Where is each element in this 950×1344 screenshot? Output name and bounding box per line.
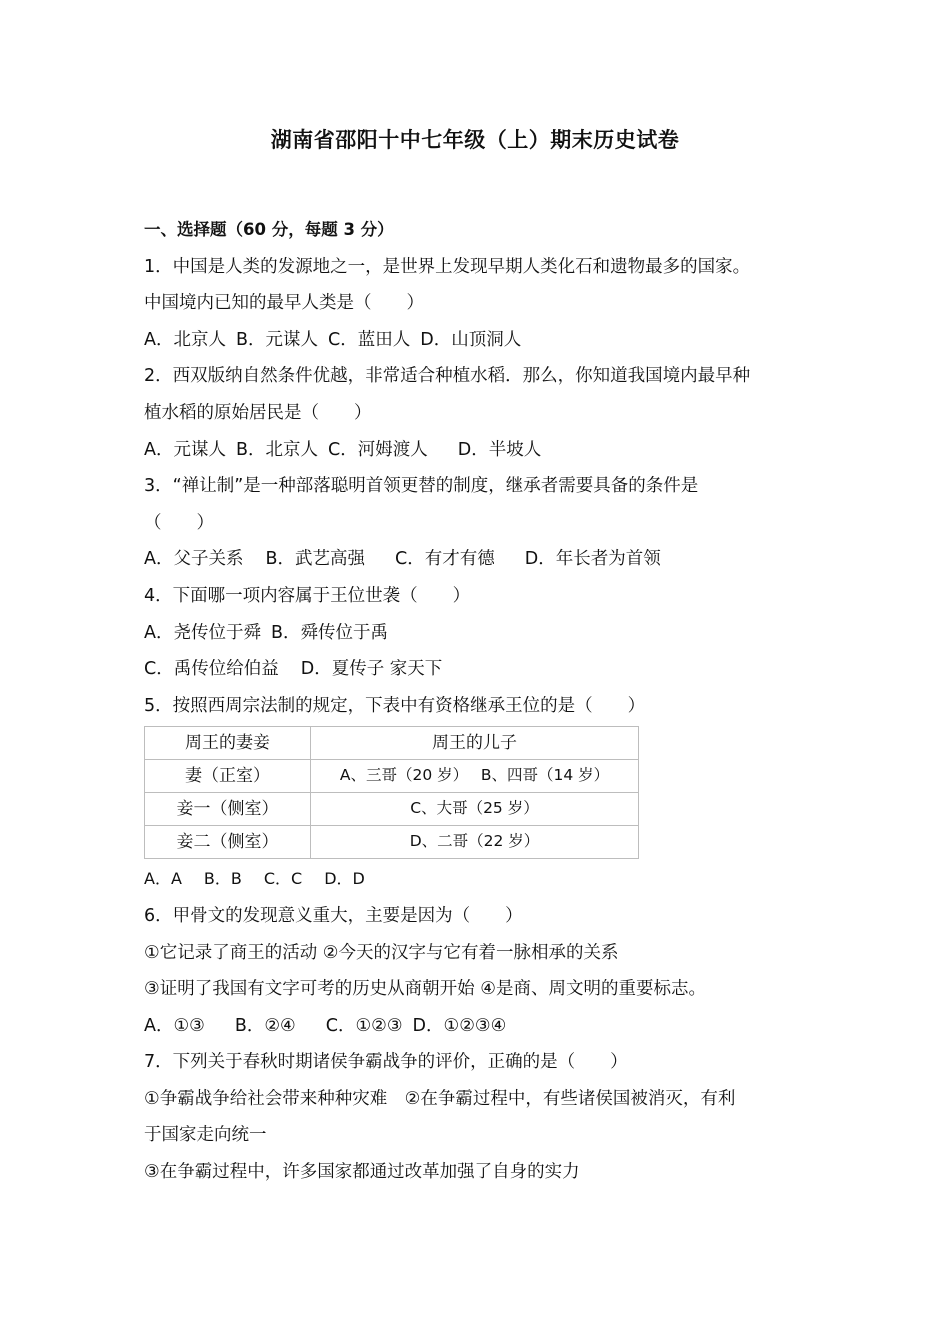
- question-5-options: [144, 861, 814, 898]
- table-cell: A、三哥（20 岁） B、四哥（14 岁）: [311, 760, 639, 793]
- option-b: B．武艺高强: [265, 549, 365, 570]
- question-1-stem-line-2: 中国境内已知的最早人类是（ ）: [144, 293, 424, 314]
- option-c: C．①②③: [325, 1015, 403, 1036]
- table-cell: D、二哥（22 岁）: [311, 826, 639, 859]
- question-1-stem-line-1: 1．中国是人类的发源地之一，是世界上发现早期人类化石和遗物最多的国家。: [144, 256, 751, 277]
- option-d: D．D: [324, 869, 365, 889]
- question-7-statement-line-1: ①争霸战争给社会带来种种灾难 ②在争霸过程中，有些诸侯国被消灭，有利: [144, 1088, 736, 1109]
- option-c: C．有才有德: [395, 549, 495, 570]
- succession-table: [144, 726, 639, 859]
- question-4-stem: 4．下面哪一项内容属于王位世袭（ ）: [144, 585, 471, 606]
- table-header-row: [145, 727, 639, 760]
- option-a: A．①③: [144, 1015, 205, 1036]
- question-2: [144, 358, 814, 468]
- option-d: D．山顶洞人: [420, 329, 522, 350]
- option-a: A．尧传位于舜: [144, 622, 261, 643]
- question-6-statement-line-2: ③证明了我国有文字可考的历史从商朝开始 ④是商、周文明的重要标志。: [144, 979, 706, 1000]
- question-7: [144, 1044, 814, 1190]
- question-7-statement-line-2: 于国家走向统一: [144, 1125, 267, 1146]
- table-cell: C、大哥（25 岁）: [311, 793, 639, 826]
- option-d: D．①②③④: [412, 1015, 507, 1036]
- table-header-cell: 周王的妻妾: [145, 727, 311, 760]
- option-c: C．蓝田人: [328, 329, 411, 350]
- table-row: [145, 760, 639, 793]
- option-b: B．舜传位于禹: [270, 622, 388, 643]
- option-b: B．②④: [234, 1015, 296, 1036]
- option-b: B．B: [203, 869, 242, 889]
- question-7-stem: 7．下列关于春秋时期诸侯争霸战争的评价，正确的是（ ）: [144, 1052, 628, 1073]
- option-d: D．半坡人: [457, 439, 542, 460]
- table-cell: 妾一（侧室）: [145, 793, 311, 826]
- question-6-stem: 6．甲骨文的发现意义重大，主要是因为（ ）: [144, 905, 523, 926]
- question-7-statement-line-3: ③在争霸过程中，许多国家都通过改革加强了自身的实力: [144, 1162, 580, 1183]
- question-2-stem-line-2: 植水稻的原始居民是（ ）: [144, 402, 372, 423]
- table-cell: 妾二（侧室）: [145, 826, 311, 859]
- table-row: [145, 826, 639, 859]
- option-a: A．A: [144, 869, 182, 889]
- question-5: [144, 688, 814, 898]
- table-row: [145, 793, 639, 826]
- option-a: A．北京人: [144, 329, 226, 350]
- question-1: [144, 249, 814, 359]
- question-4-options-row-1: [144, 615, 814, 652]
- option-d: D．年长者为首领: [524, 549, 661, 570]
- section-heading: 一、选择题（60 分，每题 3 分）: [144, 220, 394, 239]
- exam-content: [144, 212, 814, 1191]
- option-c: C．禹传位给伯益: [144, 659, 279, 680]
- question-6-options: [144, 1008, 814, 1045]
- question-4: [144, 578, 814, 688]
- option-c: C．C: [263, 869, 303, 889]
- question-3: [144, 468, 814, 578]
- question-2-stem-line-1: 2．西双版纳自然条件优越，非常适合种植水稻．那么，你知道我国境内最早种: [144, 366, 751, 387]
- question-3-options: [144, 541, 814, 578]
- option-d: D．夏传子 家天下: [300, 659, 443, 680]
- question-1-options: [144, 322, 814, 359]
- table-cell: 妻（正室）: [145, 760, 311, 793]
- option-b: B．元谋人: [235, 329, 318, 350]
- page-title: 湖南省邵阳十中七年级（上）期末历史试卷: [270, 128, 680, 152]
- option-b: B．北京人: [235, 439, 318, 460]
- option-a: A．元谋人: [144, 439, 226, 460]
- table-header-cell: 周王的儿子: [311, 727, 639, 760]
- question-5-stem: 5．按照西周宗法制的规定，下表中有资格继承王位的是（ ）: [144, 695, 646, 716]
- question-2-options: [144, 432, 814, 469]
- question-4-options-row-2: [144, 651, 814, 688]
- question-3-stem-line-2: （ ）: [144, 512, 214, 533]
- option-c: C．河姆渡人: [328, 439, 428, 460]
- question-6: [144, 898, 814, 1044]
- question-6-statement-line-1: ①它记录了商王的活动 ②今天的汉字与它有着一脉相承的关系: [144, 942, 619, 963]
- question-3-stem-line-1: 3．“禅让制”是一种部落聪明首领更替的制度，继承者需要具备的条件是: [144, 476, 699, 497]
- option-a: A．父子关系: [144, 549, 244, 570]
